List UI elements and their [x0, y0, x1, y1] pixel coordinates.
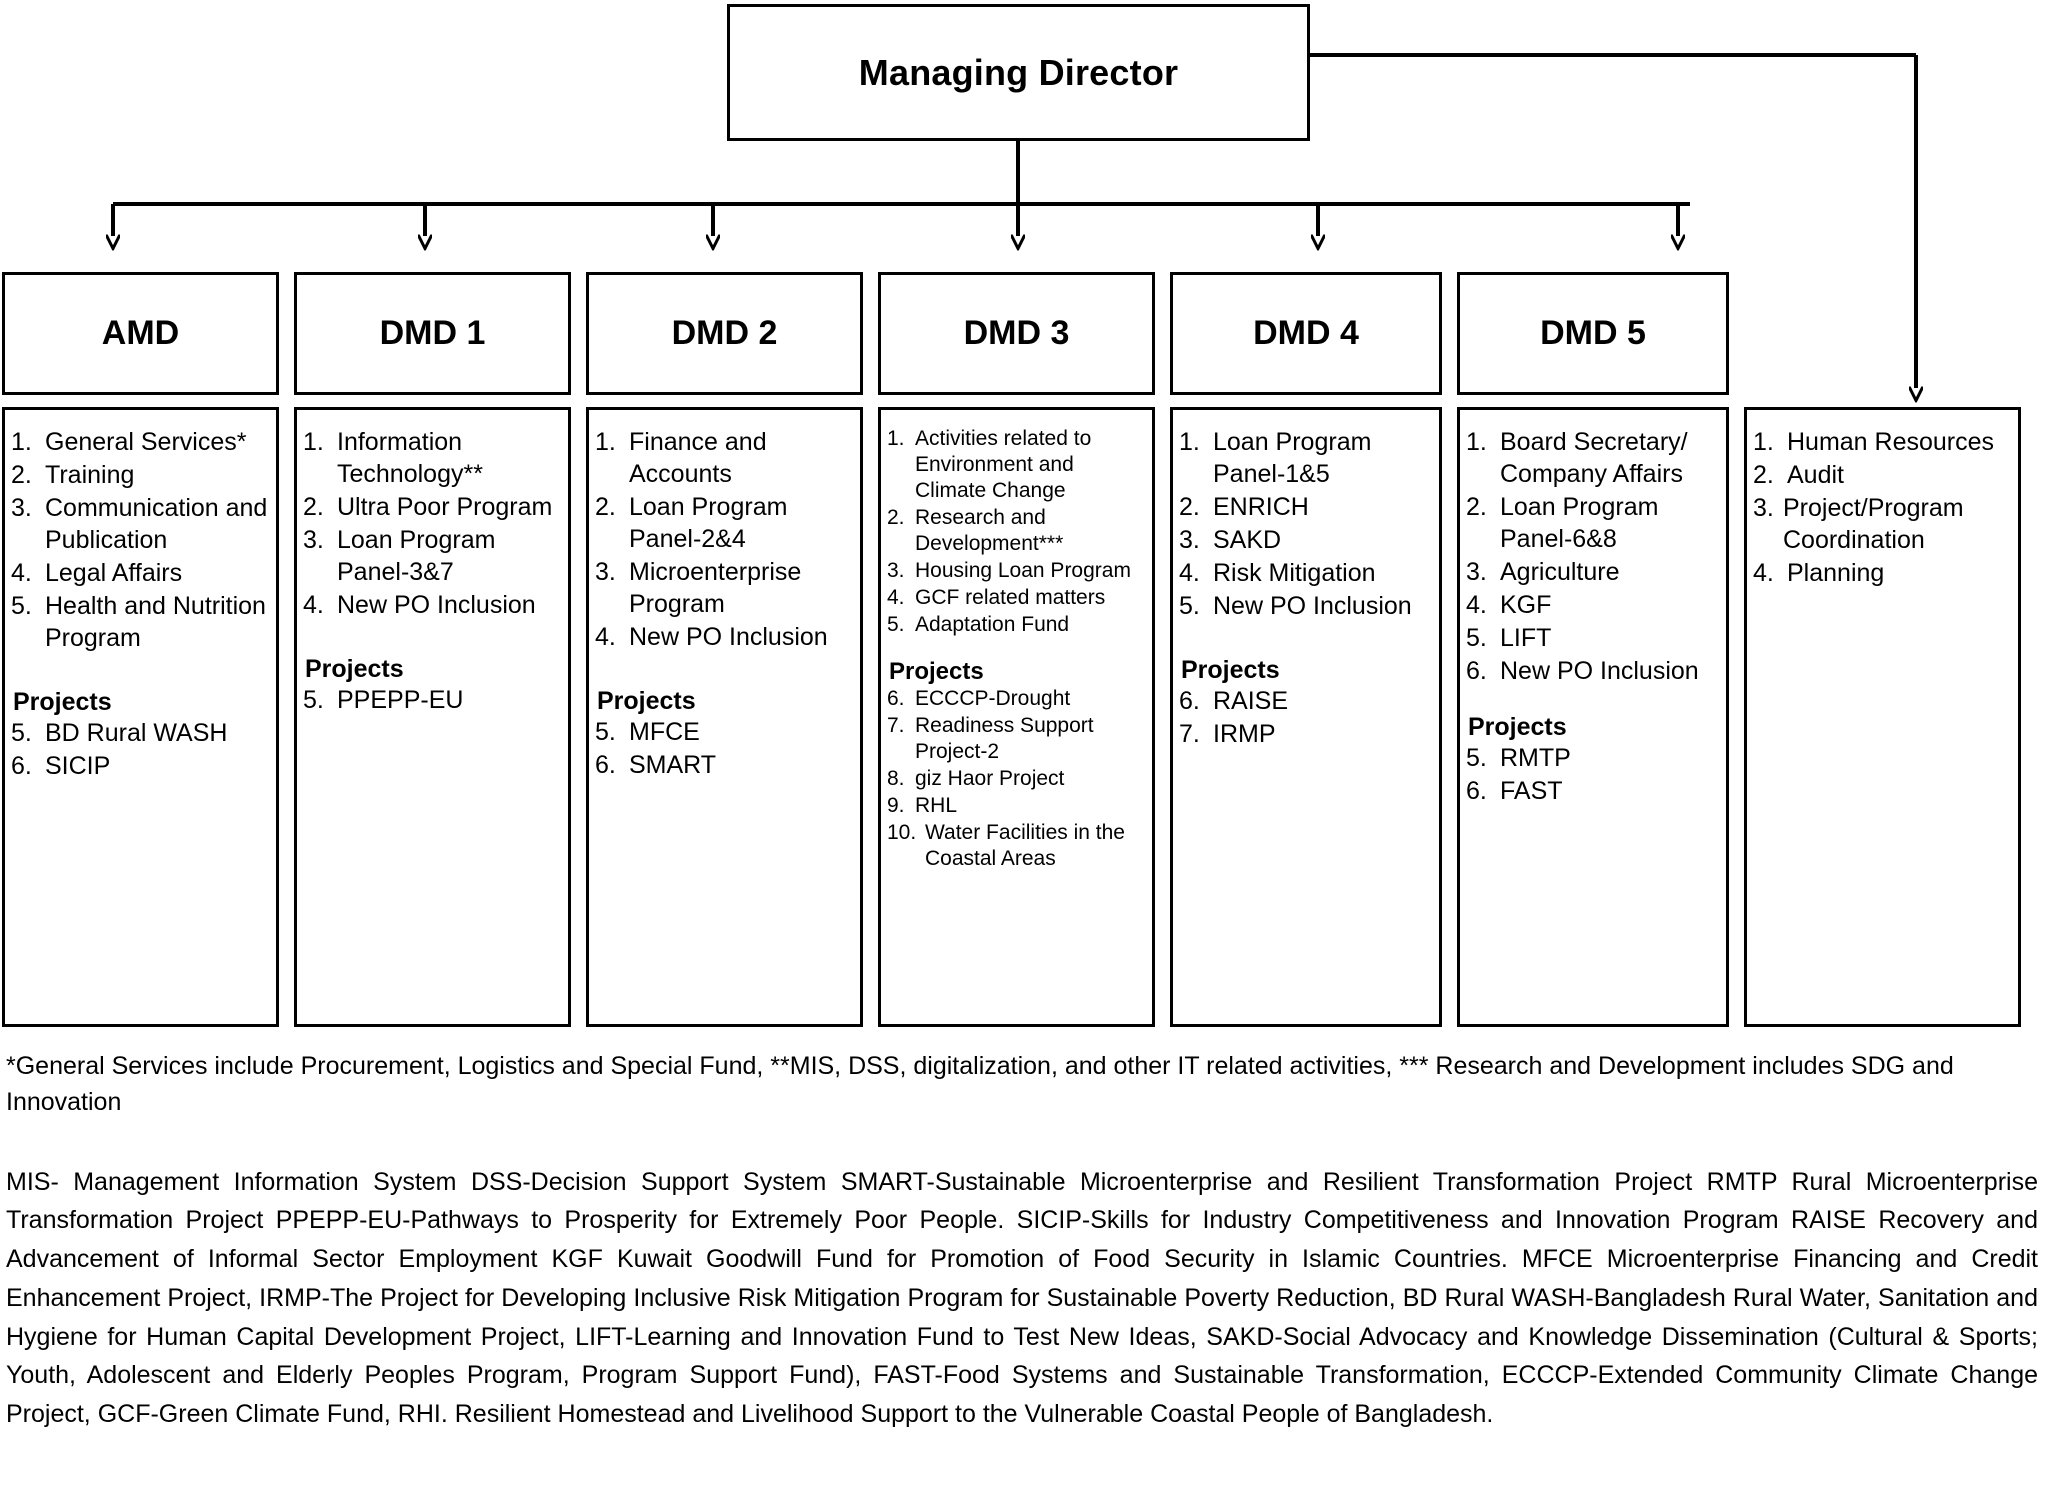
item-text: Planning: [1787, 559, 1885, 587]
item-number: 5.: [1466, 744, 1487, 772]
projects-list-dmd5: [1466, 742, 1720, 807]
list-item: [11, 590, 270, 654]
item-number: 7.: [1179, 720, 1200, 748]
item-number: 4.: [1466, 591, 1487, 619]
item-number: 2.: [595, 493, 616, 521]
list-item: [11, 492, 270, 556]
list-item: [1179, 718, 1433, 750]
item-number: 6.: [1466, 657, 1487, 685]
item-text: Health and Nutrition Program: [45, 592, 266, 652]
body-box-support-functions: [1744, 407, 2021, 1027]
column-support-functions: [1744, 272, 2021, 1027]
item-text: New PO Inclusion: [337, 591, 536, 619]
header-box-dmd4[interactable]: [1170, 272, 1442, 395]
item-text: New PO Inclusion: [1500, 657, 1699, 685]
item-text: ECCCP-Drought: [915, 687, 1071, 711]
item-text: Adaptation Fund: [915, 613, 1070, 637]
responsibility-list-dmd1: [303, 426, 562, 621]
item-number: 2.: [1179, 493, 1200, 521]
header-box-amd[interactable]: [2, 272, 279, 395]
item-number: 9.: [887, 794, 905, 818]
footnotes-section: [0, 1040, 2048, 1434]
header-box-dmd2[interactable]: [586, 272, 863, 395]
list-item: [1179, 426, 1433, 490]
item-text: Housing Loan Program: [915, 559, 1131, 583]
list-item: [887, 426, 1146, 504]
item-number: 4.: [1753, 559, 1774, 587]
item-text: Loan Program Panel-6&8: [1500, 493, 1659, 553]
item-number: 10.: [887, 821, 917, 845]
item-text: New PO Inclusion: [629, 623, 828, 651]
projects-heading-dmd3: Projects: [889, 658, 984, 686]
header-title-dmd2: DMD 2: [671, 313, 778, 352]
item-text: GCF related matters: [915, 586, 1106, 610]
list-item: [1179, 590, 1433, 622]
item-text: Research and Development***: [915, 506, 1064, 556]
list-item: [303, 684, 562, 716]
item-number: 2.: [887, 506, 905, 530]
list-item: [595, 556, 854, 620]
item-text: Audit: [1787, 461, 1844, 489]
item-text: Loan Program Panel-3&7: [337, 526, 496, 586]
item-text: Activities related to Environment and Climate Change: [915, 427, 1092, 503]
item-number: 3.: [1179, 526, 1200, 554]
item-text: giz Haor Project: [915, 767, 1065, 791]
list-item: [1466, 655, 1720, 687]
list-item: [11, 557, 270, 589]
item-number: 4.: [595, 623, 616, 651]
item-number: 6.: [1466, 777, 1487, 805]
list-item: [11, 426, 270, 458]
body-box-dmd5: [1457, 407, 1729, 1027]
list-item: [887, 558, 1146, 584]
item-text: BD Rural WASH: [45, 719, 228, 747]
list-item: [1466, 426, 1720, 490]
list-item: [1466, 622, 1720, 654]
column-dmd5: [1457, 272, 1729, 1027]
projects-list-dmd3: [887, 686, 1146, 872]
item-text: ENRICH: [1213, 493, 1309, 521]
column-dmd2: [586, 272, 863, 1027]
projects-list-dmd2: [595, 716, 854, 781]
item-number: 3.: [887, 559, 905, 583]
item-text: FAST: [1500, 777, 1563, 805]
item-number: 5.: [1466, 624, 1487, 652]
item-text: Loan Program Panel-2&4: [629, 493, 788, 553]
item-number: 7.: [887, 714, 905, 738]
list-item: [1179, 557, 1433, 589]
item-text: Agriculture: [1500, 558, 1620, 586]
item-number: 1.: [303, 428, 324, 456]
item-number: 5.: [303, 686, 324, 714]
header-box-dmd5[interactable]: [1457, 272, 1729, 395]
item-number: 5.: [1179, 592, 1200, 620]
projects-heading-dmd1: Projects: [305, 655, 404, 683]
item-number: 3.: [595, 558, 616, 586]
item-number: 6.: [1179, 687, 1200, 715]
item-text: Project/Program Coordination: [1783, 494, 1964, 554]
column-dmd4: [1170, 272, 1442, 1027]
item-number: 5.: [11, 592, 32, 620]
item-number: 5.: [887, 613, 905, 637]
list-item: [11, 717, 270, 749]
item-number: 6.: [595, 751, 616, 779]
list-item: [595, 749, 854, 781]
projects-heading-dmd2: Projects: [597, 687, 696, 715]
item-text: MFCE: [629, 718, 700, 746]
item-number: 8.: [887, 767, 905, 791]
list-item: [1753, 557, 2012, 589]
item-text: PPEPP-EU: [337, 686, 464, 714]
list-item: [303, 426, 562, 490]
item-text: SAKD: [1213, 526, 1282, 554]
item-text: Readiness Support Project-2: [915, 714, 1094, 764]
item-number: 1.: [1466, 428, 1487, 456]
responsibility-list-support-functions: [1753, 426, 2012, 589]
item-text: Loan Program Panel-1&5: [1213, 428, 1372, 488]
list-item: [1466, 491, 1720, 555]
item-text: Ultra Poor Program: [337, 493, 553, 521]
item-text: RAISE: [1213, 687, 1289, 715]
list-item: [303, 589, 562, 621]
header-title-dmd3: DMD 3: [963, 313, 1070, 352]
list-item: [1179, 491, 1433, 523]
item-number: 2.: [1466, 493, 1487, 521]
list-item: [303, 491, 562, 523]
item-number: 3.: [11, 494, 32, 522]
item-text: RMTP: [1500, 744, 1571, 772]
item-number: 1.: [887, 427, 905, 450]
item-text: Microenterprise Program: [629, 558, 802, 618]
column-dmd3: [878, 272, 1155, 1027]
list-item: [1466, 742, 1720, 774]
projects-list-amd: [11, 717, 270, 782]
list-item: [595, 716, 854, 748]
list-item: [1466, 589, 1720, 621]
item-number: 2.: [11, 461, 32, 489]
managing-director-box: [727, 4, 1310, 141]
responsibility-list-dmd4: [1179, 426, 1433, 622]
list-item: [595, 426, 854, 490]
item-number: 5.: [595, 718, 616, 746]
responsibility-list-dmd5: [1466, 426, 1720, 687]
column-dmd1: [294, 272, 571, 1027]
header-box-dmd1[interactable]: [294, 272, 571, 395]
item-number: 1.: [11, 428, 32, 456]
item-number: 1.: [595, 428, 616, 456]
header-title-dmd4: DMD 4: [1253, 313, 1359, 352]
item-text: Training: [45, 461, 135, 489]
list-item: [1753, 459, 2012, 491]
projects-list-dmd1: [303, 684, 562, 716]
projects-list-dmd4: [1179, 685, 1433, 750]
header-title-dmd5: DMD 5: [1540, 313, 1646, 352]
item-text: Finance and Accounts: [629, 428, 767, 488]
item-text: Board Secretary/ Company Affairs: [1500, 428, 1688, 488]
item-number: 3.: [1753, 494, 1774, 522]
list-item: [887, 766, 1146, 792]
item-number: 3.: [303, 526, 324, 554]
responsibility-list-amd: [11, 426, 270, 654]
list-item: [1753, 492, 2012, 556]
header-box-dmd3[interactable]: [878, 272, 1155, 395]
projects-heading-dmd4: Projects: [1181, 656, 1280, 684]
column-amd: [2, 272, 279, 1027]
list-item: [887, 505, 1146, 557]
header-title-dmd1: DMD 1: [379, 313, 486, 352]
department-columns: [0, 272, 2048, 1027]
list-item: [1466, 556, 1720, 588]
list-item: [595, 621, 854, 653]
item-number: 2.: [1753, 461, 1774, 489]
item-number: 4.: [887, 586, 905, 610]
item-text: LIFT: [1500, 624, 1552, 652]
list-item: [1179, 524, 1433, 556]
list-item: [595, 491, 854, 555]
item-number: 1.: [1753, 428, 1774, 456]
abbreviations-paragraph: MIS- Management Information System DSS-Decision Support System SMART-Sustainable Microenterprise and Resilient Transformation Project RMTP Rural Microenterprise Transformation Project PPEPP-EU-Pathways to Prosperity for Extremely Poor People. SICIP-Skills for Industry Competitiveness and Innovation Program RAISE Recovery and Advancement of Informal Sector Employment KGF Kuwait Goodwill Fund for Promotion of Food Security in Islamic Countries. MFCE Microenterprise Financing and Credit Enhancement Project, IRMP-The Project for Developing Inclusive Risk Mitigation Program for Sustainable Poverty Reduction, BD Rural WASH-Bangladesh Rural Water, Sanitation and Hygiene for Human Capital Development Project, LIFT-Learning and Innovation Fund to Test New Ideas, SAKD-Social Advocacy and Knowledge Dissemination (Cultural & Sports; Youth, Adolescent and Elderly Peoples Program, Program Support Fund), FAST-Food Systems and Sustainable Transformation, ECCCP-Extended Community Climate Change Project, GCF-Green Climate Fund, RHI. Resilient Homestead and Livelihood Support to the Vulnerable Coastal People of Bangladesh.: [6, 1167, 2038, 1428]
responsibility-list-dmd2: [595, 426, 854, 653]
item-number: 6.: [11, 752, 32, 780]
header-title-amd: AMD: [101, 313, 180, 352]
projects-heading-amd: Projects: [13, 688, 112, 716]
list-item: [887, 686, 1146, 712]
list-item: [887, 820, 1146, 872]
item-text: SMART: [629, 751, 717, 779]
body-box-dmd4: [1170, 407, 1442, 1027]
item-text: Water Facilities in the Coastal Areas: [925, 821, 1125, 871]
item-text: Human Resources: [1787, 428, 1995, 456]
item-number: 4.: [1179, 559, 1200, 587]
list-item: [11, 459, 270, 491]
item-number: 4.: [11, 559, 32, 587]
list-item: [303, 524, 562, 588]
item-text: Communication and Publication: [45, 494, 268, 554]
body-box-dmd1: [294, 407, 571, 1027]
item-text: IRMP: [1213, 720, 1276, 748]
item-text: SICIP: [45, 752, 111, 780]
list-item: [1753, 426, 2012, 458]
list-item: [887, 585, 1146, 611]
list-item: [11, 750, 270, 782]
header-box-support-functions: [1744, 272, 2021, 395]
item-text: New PO Inclusion: [1213, 592, 1412, 620]
item-text: Legal Affairs: [45, 559, 183, 587]
projects-heading-dmd5: Projects: [1468, 713, 1567, 741]
item-number: 1.: [1179, 428, 1200, 456]
body-box-dmd3: [878, 407, 1155, 1027]
item-text: Information Technology**: [337, 428, 483, 488]
list-item: [887, 793, 1146, 819]
list-item: [1466, 775, 1720, 807]
item-number: 6.: [887, 687, 905, 711]
body-box-dmd2: [586, 407, 863, 1027]
item-number: 3.: [1466, 558, 1487, 586]
list-item: [1179, 685, 1433, 717]
item-text: KGF: [1500, 591, 1552, 619]
item-text: RHL: [915, 794, 958, 818]
asterisk-footnote: *General Services include Procurement, Logistics and Special Fund, **MIS, DSS, digitalization, and other IT related activities, *** Research and Development includes SDG and Innovation: [6, 1052, 1954, 1117]
item-number: 2.: [303, 493, 324, 521]
item-text: General Services*: [45, 428, 247, 456]
item-number: 5.: [11, 719, 32, 747]
responsibility-list-dmd3: [887, 426, 1146, 638]
item-text: Risk Mitigation: [1213, 559, 1376, 587]
managing-director-title: Managing Director: [858, 51, 1179, 93]
list-item: [887, 612, 1146, 638]
body-box-amd: [2, 407, 279, 1027]
item-number: 4.: [303, 591, 324, 619]
list-item: [887, 713, 1146, 765]
